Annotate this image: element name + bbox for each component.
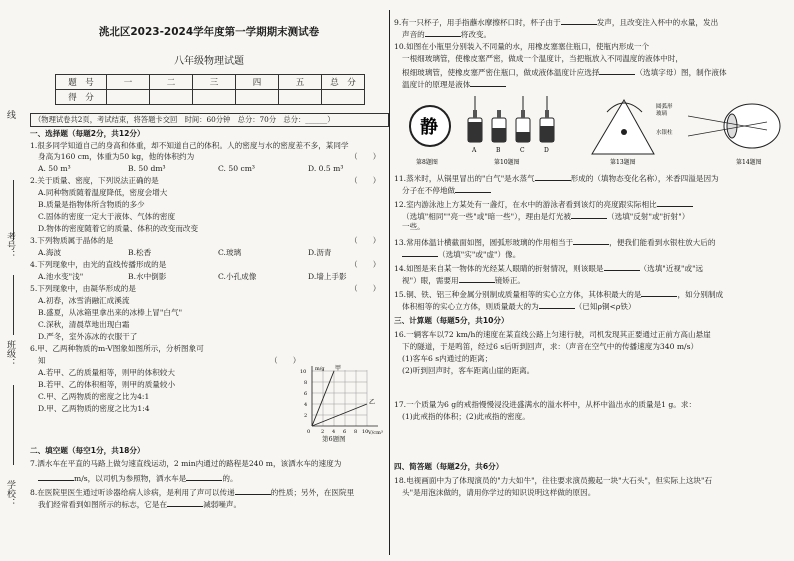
answer-paren: （ ） [350, 236, 381, 245]
question-18-cont: 头"是用泡沫做的，请用你学过的知识说明这样做的原因。 [402, 488, 596, 497]
answer-blank[interactable] [599, 66, 635, 75]
score-cell: 一 [107, 75, 150, 90]
question-10-cont [402, 66, 727, 78]
bottle-label: A [472, 147, 477, 154]
bottle-c-icon [516, 96, 530, 142]
question-10-cont [402, 78, 506, 90]
x-tick: 0 [307, 429, 311, 435]
question-8-text: 8.在医院里医生通过听诊器给病人诊病，是利用了声可以传递 [30, 488, 235, 497]
question-11-cont [402, 184, 491, 196]
question-8-cont [38, 498, 241, 510]
question-5: 5.下列现象中，由凝华形成的是 [30, 284, 136, 293]
question-15-cont [402, 300, 636, 312]
answer-blank[interactable] [561, 16, 597, 25]
question-13-cont [402, 248, 520, 260]
option: D. 0.5 m³ [308, 164, 344, 173]
option: A.池水变"浅" [38, 272, 84, 281]
score-cell: 三 [193, 75, 236, 90]
y-tick: 6 [304, 391, 308, 397]
score-cell: 四 [236, 75, 279, 90]
question-16-cont: 下的隧道，于是鸣笛，经过6 s后听到回声，求：（声音在空气中的传播速度为340 m/s） [402, 342, 699, 351]
question-1: 1.很多同学知道自己的身高和体重，却不知道自己的体积。人的密度与水的密度差不多，某同学 [30, 141, 349, 150]
score-input-cell[interactable] [236, 90, 279, 105]
option: C.小孔成像 [218, 272, 257, 281]
mv-graph-figure [298, 364, 386, 440]
line-yi-label: 乙 [369, 399, 376, 406]
question-7-text: m/s，以司机为参照物，洒水车是 [74, 474, 187, 483]
bottle-label: D [544, 147, 549, 154]
answer-blank[interactable] [470, 78, 506, 87]
figure-10-caption: 第10题图 [494, 159, 520, 166]
y-tick: 10 [300, 369, 307, 375]
binding-margin [0, 0, 30, 561]
score-input-cell[interactable] [107, 90, 150, 105]
option: D.甲、乙两物质的密度之比为1:4 [38, 404, 150, 413]
margin-rule [13, 275, 14, 335]
answer-blank[interactable] [425, 28, 461, 37]
answer-blank[interactable] [455, 184, 491, 193]
y-tick: 4 [304, 402, 308, 408]
score-input-cell[interactable] [279, 90, 322, 105]
question-15-text: （已知ρ铜<ρ铁） [574, 302, 636, 311]
curved-glass-label: 圆弧形 [656, 104, 673, 110]
option: A.若甲、乙的质量相等，则甲的体积较大 [38, 368, 175, 377]
left-column [30, 0, 388, 561]
question-7-cont [38, 472, 238, 484]
mercury-label: 水银柱 [656, 130, 673, 136]
question-13-text: 13.常用体温计横截面如图，圆弧形玻璃的作用相当于 [394, 238, 574, 247]
question-13-text: （选填"实"或"虚"）像。 [438, 250, 521, 259]
option: B.质量是指物体所含物质的多少 [38, 200, 145, 209]
question-1-cont: 身高为160 cm，体重为50 kg，他的体积约为 [38, 152, 195, 161]
question-16-part-2: (2)听到回声时，客车距离山崖的距离。 [402, 366, 535, 375]
score-input-cell[interactable] [322, 90, 365, 105]
question-9-text: 声音的 [402, 30, 425, 39]
question-16-part-1: (1)客车6 s内通过的距离； [402, 354, 493, 363]
y-tick: 2 [304, 413, 308, 419]
answer-blank[interactable] [402, 248, 438, 257]
question-10: 10.如图在小瓶里分别装入不同量的水，用橡皮塞塞住瓶口，使瓶内形成一个 [394, 42, 650, 51]
question-10-text: （选填字母）图，制作液体 [635, 68, 727, 77]
question-14-text: 14.如图是来自某一物体的光经某人眼睛的折射情况，则该眼是 [394, 264, 604, 273]
question-12-text: （选填"相同""亮一些"或"暗一些"），理由是灯光被 [402, 212, 572, 221]
x-tick: 10 [362, 429, 369, 435]
score-cell: 得 分 [56, 90, 107, 105]
question-17-cont: (1)此戒指的体积；(2)此戒指的密度。 [402, 412, 530, 421]
score-input-cell[interactable] [193, 90, 236, 105]
line-jia-label: 甲 [335, 365, 342, 372]
margin-exam-number-label: 考号： [5, 232, 15, 259]
answer-paren: （ ） [350, 260, 381, 269]
section-2-heading: 二、填空题（每空1分，共18分） [30, 446, 145, 455]
question-4: 4.下列现象中，由光的直线传播形成的是 [30, 260, 167, 269]
answer-blank[interactable] [38, 472, 74, 481]
answer-blank[interactable] [167, 498, 203, 507]
answer-blank[interactable] [459, 274, 495, 283]
question-9-text: 9.有一只杯子，用手指蘸水摩擦杯口时，杯子由于 [394, 18, 561, 27]
question-15 [394, 288, 723, 300]
x-tick: 2 [321, 429, 325, 435]
answer-blank[interactable] [573, 236, 609, 245]
option: C.深秋，清晨草地出现白霜 [38, 320, 130, 329]
question-12 [394, 198, 693, 210]
question-6: 6.甲、乙两种物质的m-V图象如图所示，分析图象可 [30, 344, 204, 353]
question-15-text: ，如分别制成 [677, 290, 724, 299]
question-8-text: 我们经常看到如图所示的标志，它是在 [38, 500, 168, 509]
option: B.盛夏，从冰箱里拿出来的冰棒上冒"白气" [38, 308, 183, 317]
mercury-column-icon [621, 129, 627, 135]
score-table [55, 74, 365, 105]
question-14-text: 视"）眼，需要用 [402, 276, 459, 285]
question-7-text: 的。 [222, 474, 238, 483]
question-11 [394, 172, 719, 184]
option: C.固体的密度一定大于液体、气体的密度 [38, 212, 176, 221]
column-divider [389, 10, 390, 555]
exam-title: 洮北区2023-2024学年度第一学期期末测试卷 [98, 26, 320, 38]
question-15-text: 15.铜、铁、铝三种金属分别制成质量相等的实心立方体，其体积最大的是 [394, 290, 642, 299]
figure-8-caption: 第8题图 [416, 159, 438, 166]
option: D.墙上手影 [308, 272, 347, 281]
figures-row [402, 92, 787, 170]
margin-class-label: 班级： [5, 340, 15, 367]
question-6-cont: 知 [38, 356, 46, 365]
question-10-cont: 一根细玻璃管，使橡皮塞严密，做成一个温度计，当把瓶放入不同温度的液体中时， [402, 54, 683, 63]
option: A.同种物质随着温度降低，密度会增大 [38, 188, 168, 197]
question-8-text: 的性质；另外，在医院里 [270, 488, 355, 497]
curved-glass-label-2: 玻璃 [656, 111, 668, 117]
option: A.初春，冰雪消融汇成溪流 [38, 296, 130, 305]
y-tick: 8 [304, 380, 308, 386]
x-axis-label: V/cm³ [368, 430, 383, 436]
x-tick: 4 [332, 429, 336, 435]
question-12-cont [402, 210, 689, 222]
score-cell: 题 号 [56, 75, 107, 90]
lens-icon [727, 114, 737, 138]
section-4-heading: 四、简答题（每题2分，共6分） [394, 462, 504, 471]
question-12-text: 12.室内游泳池上方某处有一盏灯，在水中的游泳者看到该灯的亮度跟实际相比 [394, 200, 657, 209]
question-14-text: 镜矫正。 [494, 276, 526, 285]
option: C. 50 cm³ [218, 164, 255, 173]
question-17: 17.一个质量为6 g的戒指慢慢浸没进盛满水的溢水杯中，从杯中溢出水的质量是1 g。求： [394, 400, 697, 409]
margin-school-label: 学校： [5, 480, 15, 507]
question-9-text: 将改变。 [460, 30, 492, 39]
question-13-text: ，便我们能看到水银柱放大后的 [609, 238, 716, 247]
score-table-score-row [56, 90, 365, 105]
option: B.若甲、乙的体积相等，则甲的质量较小 [38, 380, 176, 389]
score-table-header-row [56, 75, 365, 90]
answer-blank[interactable] [657, 198, 693, 207]
answer-blank[interactable] [641, 288, 677, 297]
exam-subtitle: 八年级物理试题 [174, 56, 244, 67]
option: D.严冬，室外冻冰的衣服干了 [38, 332, 138, 341]
margin-rule [13, 180, 14, 240]
option: A.海波 [38, 248, 62, 257]
bottle-b-icon [492, 110, 506, 142]
option: B.松香 [128, 248, 152, 257]
answer-blank[interactable] [186, 472, 222, 481]
answer-paren: （ ） [270, 356, 301, 365]
question-9 [394, 16, 718, 28]
question-2: 2.关于质量、密度，下列说法正确的是 [30, 176, 159, 185]
figure-13-caption: 第13题图 [610, 159, 636, 166]
score-cell: 二 [150, 75, 193, 90]
answer-blank[interactable] [535, 172, 571, 181]
option: A. 50 m³ [38, 164, 71, 173]
x-tick: 8 [354, 429, 358, 435]
y-axis-label: m/g [315, 366, 325, 372]
option: B.水中倒影 [128, 272, 167, 281]
answer-blank[interactable] [604, 262, 640, 271]
score-cell: 总 分 [322, 75, 365, 90]
exam-notice: （物理试卷共2页，考试结束，将答题卡交回 时间：60分钟 总分：70分 总分：______） [30, 113, 389, 127]
answer-blank[interactable] [539, 300, 575, 309]
bottle-a-icon [468, 96, 482, 142]
question-11-text: 分子在不停地做 [402, 186, 456, 195]
x-tick: 6 [343, 429, 347, 435]
answer-blank[interactable] [571, 210, 607, 219]
question-7: 7.洒水车在平直的马路上做匀速直线运动，2 min内通过的路程是240 m，该洒水车的速度为 [30, 459, 342, 468]
bottle-d-icon [540, 96, 554, 142]
question-12-cont: 一些。 [402, 222, 425, 231]
question-15-text: 体积相等的实心立方体，则质量最大的为 [402, 302, 539, 311]
question-12-text: （选填"反射"或"折射"） [607, 212, 690, 221]
question-13 [394, 236, 715, 248]
question-8-text: 减弱噪声。 [203, 500, 242, 509]
thermometer-cross-section-icon [592, 100, 654, 154]
margin-rule [13, 385, 14, 465]
section-3-heading: 三、计算题（每题5分，共10分） [394, 316, 509, 325]
figure-6-caption: 第6题图 [322, 435, 346, 443]
bottle-label: B [496, 147, 501, 154]
option: B. 50 dm³ [128, 164, 166, 173]
margin-line-label: 线 [5, 110, 15, 119]
section-1-heading: 一、选择题（每题2分，共12分） [30, 129, 145, 138]
score-cell: 五 [279, 75, 322, 90]
question-10-text: 温度计的原理是液体 [402, 80, 471, 89]
answer-paren: （ ） [350, 284, 381, 293]
answer-paren: （ ） [350, 176, 381, 185]
question-11-text: 形成的（填物态变化名称），米香四溢是因为 [570, 174, 719, 183]
question-14-text: （选填"近视"或"远 [639, 264, 704, 273]
answer-blank[interactable] [235, 486, 271, 495]
option: C.甲、乙两物质的密度之比为4:1 [38, 392, 150, 401]
answer-paren: （ ） [350, 152, 381, 161]
question-18: 18.电视画面中为了体现演员的"力大如牛"，往往要求演员搬起一块"大石头"，但实际上这块"石 [394, 476, 713, 485]
question-3: 3.下列物质属于晶体的是 [30, 236, 114, 245]
score-input-cell[interactable] [150, 90, 193, 105]
question-11-text: 11.蒸米时，从锅里冒出的"白气"是水蒸气 [394, 174, 535, 183]
question-14 [394, 262, 703, 274]
question-14-cont [402, 274, 525, 286]
question-9-text: 发声，且改变注入杯中的水量，发出 [596, 18, 719, 27]
graph-grid [312, 370, 367, 426]
quiet-sign-char: 静 [420, 117, 438, 138]
option: C.玻璃 [218, 248, 242, 257]
option: D.沥青 [308, 248, 332, 257]
figure-14-caption: 第14题图 [736, 159, 762, 166]
question-8 [30, 486, 354, 498]
question-16: 16.一辆客车以72 km/h的速度在某直线公路上匀速行驶，司机发现其正要通过正前方高山悬崖 [394, 330, 711, 339]
question-9-cont [402, 28, 491, 40]
bottle-label: C [520, 147, 525, 154]
option: D.物体的密度随着它的质量、体积的改变而改变 [38, 224, 199, 233]
question-10-text: 根细玻璃管，使橡皮塞严密住瓶口，做成液体温度计应选择 [402, 68, 600, 77]
right-column [392, 0, 792, 561]
